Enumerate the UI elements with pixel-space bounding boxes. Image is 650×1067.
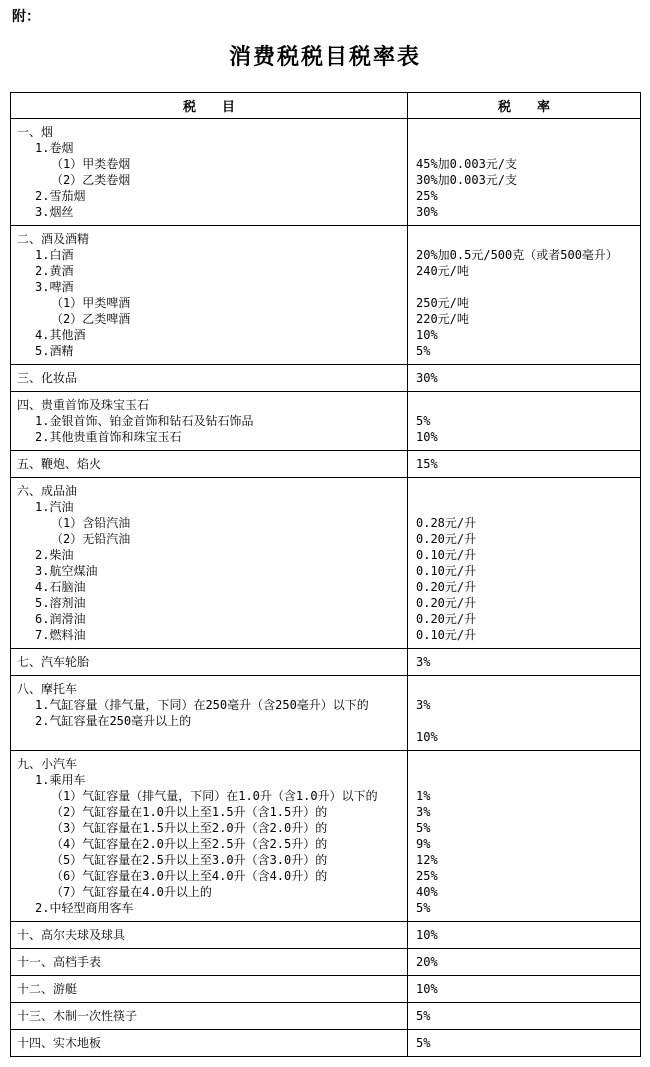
tax-item-cell — [11, 1003, 408, 1030]
tax-rate-text — [408, 772, 640, 788]
tax-item-text: 十三、木制一次性筷子 — [17, 1009, 138, 1023]
tax-rate-text: 20% — [416, 955, 438, 969]
tax-item-text: 3.啤酒 — [35, 280, 74, 294]
tax-rate-text: 10% — [416, 430, 438, 444]
tax-rate-text: 5% — [416, 1036, 431, 1050]
tax-rate-text: 30%加0.003元/支 — [416, 173, 518, 187]
tax-item-text: 八、摩托车 — [17, 682, 78, 696]
tax-rate-cell — [408, 1003, 641, 1030]
tax-rate-text: 10% — [416, 328, 438, 342]
tax-item-text: 一、烟 — [17, 125, 54, 139]
tax-item-text: 5.酒精 — [35, 344, 74, 358]
table-row — [11, 922, 641, 949]
tax-item-text: 7.燃料油 — [35, 628, 86, 642]
tax-item-cell — [11, 478, 408, 649]
tax-rate-cell — [408, 922, 641, 949]
tax-item-cell — [11, 649, 408, 676]
tax-rate-text: 0.20元/升 — [416, 612, 477, 626]
tax-rate-text — [408, 140, 640, 156]
tax-rate-cell — [408, 478, 641, 649]
tax-rate-text — [408, 681, 640, 697]
tax-item-text: 2.气缸容量在250毫升以上的 — [35, 714, 192, 728]
tax-rate-table — [10, 92, 641, 1057]
table-row — [11, 478, 641, 649]
table-row — [11, 676, 641, 751]
tax-table-body — [11, 119, 641, 1057]
tax-item-text: 1.乘用车 — [35, 773, 86, 787]
tax-rate-text: 250元/吨 — [416, 296, 469, 310]
table-row — [11, 1003, 641, 1030]
tax-rate-text — [408, 124, 640, 140]
tax-item-text: 6.润滑油 — [35, 612, 86, 626]
tax-rate-text: 15% — [416, 457, 438, 471]
tax-item-cell — [11, 365, 408, 392]
tax-rate-cell — [408, 949, 641, 976]
tax-rate-text — [408, 231, 640, 247]
tax-item-text: 三、化妆品 — [17, 371, 78, 385]
page-title: 消费税税目税率表 — [228, 44, 421, 70]
tax-rate-text: 10% — [416, 730, 438, 744]
tax-rate-text: 30% — [416, 371, 438, 385]
tax-item-cell — [11, 922, 408, 949]
tax-rate-text: 0.20元/升 — [416, 580, 477, 594]
tax-item-text: 3.航空煤油 — [35, 564, 98, 578]
tax-item-text: 5.溶剂油 — [35, 596, 86, 610]
tax-item-text: （1）含铅汽油 — [51, 516, 131, 530]
tax-item-text: 2.雪茄烟 — [35, 189, 86, 203]
tax-rate-text: 0.10元/升 — [416, 564, 477, 578]
tax-item-text — [11, 729, 407, 745]
tax-item-text: （7）气缸容量在4.0升以上的 — [51, 885, 212, 899]
tax-item-text: 4.石脑油 — [35, 580, 86, 594]
attachment-label: 附： — [12, 9, 40, 25]
tax-item-text: 十四、实木地板 — [17, 1036, 102, 1050]
tax-rate-text: 3% — [416, 655, 431, 669]
tax-item-text: 4.其他酒 — [35, 328, 86, 342]
tax-item-text: （4）气缸容量在2.0升以上至2.5升（含2.5升）的 — [51, 837, 328, 851]
tax-rate-cell — [408, 1030, 641, 1057]
tax-rate-text — [408, 483, 640, 499]
tax-item-text: 1.金银首饰、铂金首饰和钻石及钻石饰品 — [35, 414, 254, 428]
tax-item-text: （6）气缸容量在3.0升以上至4.0升（含4.0升）的 — [51, 869, 328, 883]
tax-rate-text: 5% — [416, 821, 431, 835]
tax-rate-cell — [408, 751, 641, 922]
tax-item-text: 十一、高档手表 — [17, 955, 102, 969]
table-row — [11, 392, 641, 451]
tax-rate-text: 20%加0.5元/500克（或者500毫升） — [416, 248, 618, 262]
tax-rate-text: 10% — [416, 928, 438, 942]
tax-rate-text: 1% — [416, 789, 431, 803]
tax-rate-text: 0.28元/升 — [416, 516, 477, 530]
tax-rate-text — [408, 279, 640, 295]
tax-rate-text: 3% — [416, 698, 431, 712]
tax-rate-text: 12% — [416, 853, 438, 867]
tax-rate-text — [408, 713, 640, 729]
tax-rate-cell — [408, 676, 641, 751]
tax-item-text: （2）气缸容量在1.0升以上至1.5升（含1.5升）的 — [51, 805, 328, 819]
tax-item-text: 1.气缸容量（排气量，下同）在250毫升（含250毫升）以下的 — [35, 698, 369, 712]
column-header-tax-item: 税 目 — [11, 93, 408, 119]
tax-item-cell — [11, 451, 408, 478]
tax-rate-text — [408, 499, 640, 515]
tax-item-cell — [11, 751, 408, 922]
tax-item-cell — [11, 226, 408, 365]
tax-item-text: （3）气缸容量在1.5升以上至2.0升（含2.0升）的 — [51, 821, 328, 835]
tax-rate-cell — [408, 119, 641, 226]
table-row — [11, 365, 641, 392]
tax-rate-cell — [408, 226, 641, 365]
table-row — [11, 751, 641, 922]
tax-item-text: 2.其他贵重首饰和珠宝玉石 — [35, 430, 182, 444]
tax-rate-text: 25% — [416, 869, 438, 883]
tax-rate-text: 5% — [416, 1009, 431, 1023]
tax-item-cell — [11, 392, 408, 451]
tax-rate-text: 30% — [416, 205, 438, 219]
tax-item-text: （5）气缸容量在2.5升以上至3.0升（含3.0升）的 — [51, 853, 328, 867]
tax-rate-text: 5% — [416, 901, 431, 915]
tax-item-text: 2.中轻型商用客车 — [35, 901, 134, 915]
tax-item-cell — [11, 976, 408, 1003]
table-row — [11, 1030, 641, 1057]
tax-rate-text: 5% — [416, 344, 431, 358]
tax-item-text: 二、酒及酒精 — [17, 232, 90, 246]
tax-item-text: 1.卷烟 — [35, 141, 74, 155]
tax-rate-cell — [408, 365, 641, 392]
tax-item-text: 1.汽油 — [35, 500, 74, 514]
column-header-tax-rate: 税 率 — [408, 93, 641, 119]
tax-item-text: （2）乙类卷烟 — [51, 173, 131, 187]
tax-rate-text — [408, 397, 640, 413]
tax-item-text: 十二、游艇 — [17, 982, 78, 996]
tax-item-text: （1）甲类卷烟 — [51, 157, 131, 171]
tax-item-text: （2）无铅汽油 — [51, 532, 131, 546]
tax-item-text: 十、高尔夫球及球具 — [17, 928, 126, 942]
tax-rate-text: 0.10元/升 — [416, 628, 477, 642]
tax-rate-cell — [408, 649, 641, 676]
tax-rate-text: 0.10元/升 — [416, 548, 477, 562]
tax-rate-text: 40% — [416, 885, 438, 899]
tax-item-cell — [11, 119, 408, 226]
tax-rate-text: 220元/吨 — [416, 312, 469, 326]
tax-rate-text: 0.20元/升 — [416, 596, 477, 610]
table-row — [11, 949, 641, 976]
tax-rate-text: 5% — [416, 414, 431, 428]
tax-rate-text: 240元/吨 — [416, 264, 469, 278]
tax-item-text: （1）气缸容量（排气量，下同）在1.0升（含1.0升）以下的 — [51, 789, 378, 803]
table-header-row — [11, 93, 641, 119]
tax-item-text: 2.柴油 — [35, 548, 74, 562]
tax-item-cell — [11, 676, 408, 751]
tax-item-text: 九、小汽车 — [17, 757, 78, 771]
tax-rate-text — [408, 756, 640, 772]
tax-item-cell — [11, 949, 408, 976]
tax-rate-text: 3% — [416, 805, 431, 819]
tax-item-text: 六、成品油 — [17, 484, 78, 498]
tax-item-cell — [11, 1030, 408, 1057]
tax-rate-cell — [408, 976, 641, 1003]
tax-item-text: 四、贵重首饰及珠宝玉石 — [17, 398, 150, 412]
tax-item-text: 1.白酒 — [35, 248, 74, 262]
tax-item-text: 2.黄酒 — [35, 264, 74, 278]
tax-rate-text: 10% — [416, 982, 438, 996]
table-row — [11, 451, 641, 478]
tax-rate-text: 0.20元/升 — [416, 532, 477, 546]
table-row — [11, 976, 641, 1003]
tax-rate-text: 45%加0.003元/支 — [416, 157, 518, 171]
table-row — [11, 226, 641, 365]
tax-item-text: 3.烟丝 — [35, 205, 74, 219]
tax-rate-cell — [408, 392, 641, 451]
tax-rate-text: 25% — [416, 189, 438, 203]
tax-item-text: （1）甲类啤酒 — [51, 296, 131, 310]
tax-rate-cell — [408, 451, 641, 478]
table-row — [11, 649, 641, 676]
tax-rate-text: 9% — [416, 837, 431, 851]
tax-item-text: （2）乙类啤酒 — [51, 312, 131, 326]
tax-item-text: 七、汽车轮胎 — [17, 655, 90, 669]
tax-item-text: 五、鞭炮、焰火 — [17, 457, 102, 471]
table-row — [11, 119, 641, 226]
